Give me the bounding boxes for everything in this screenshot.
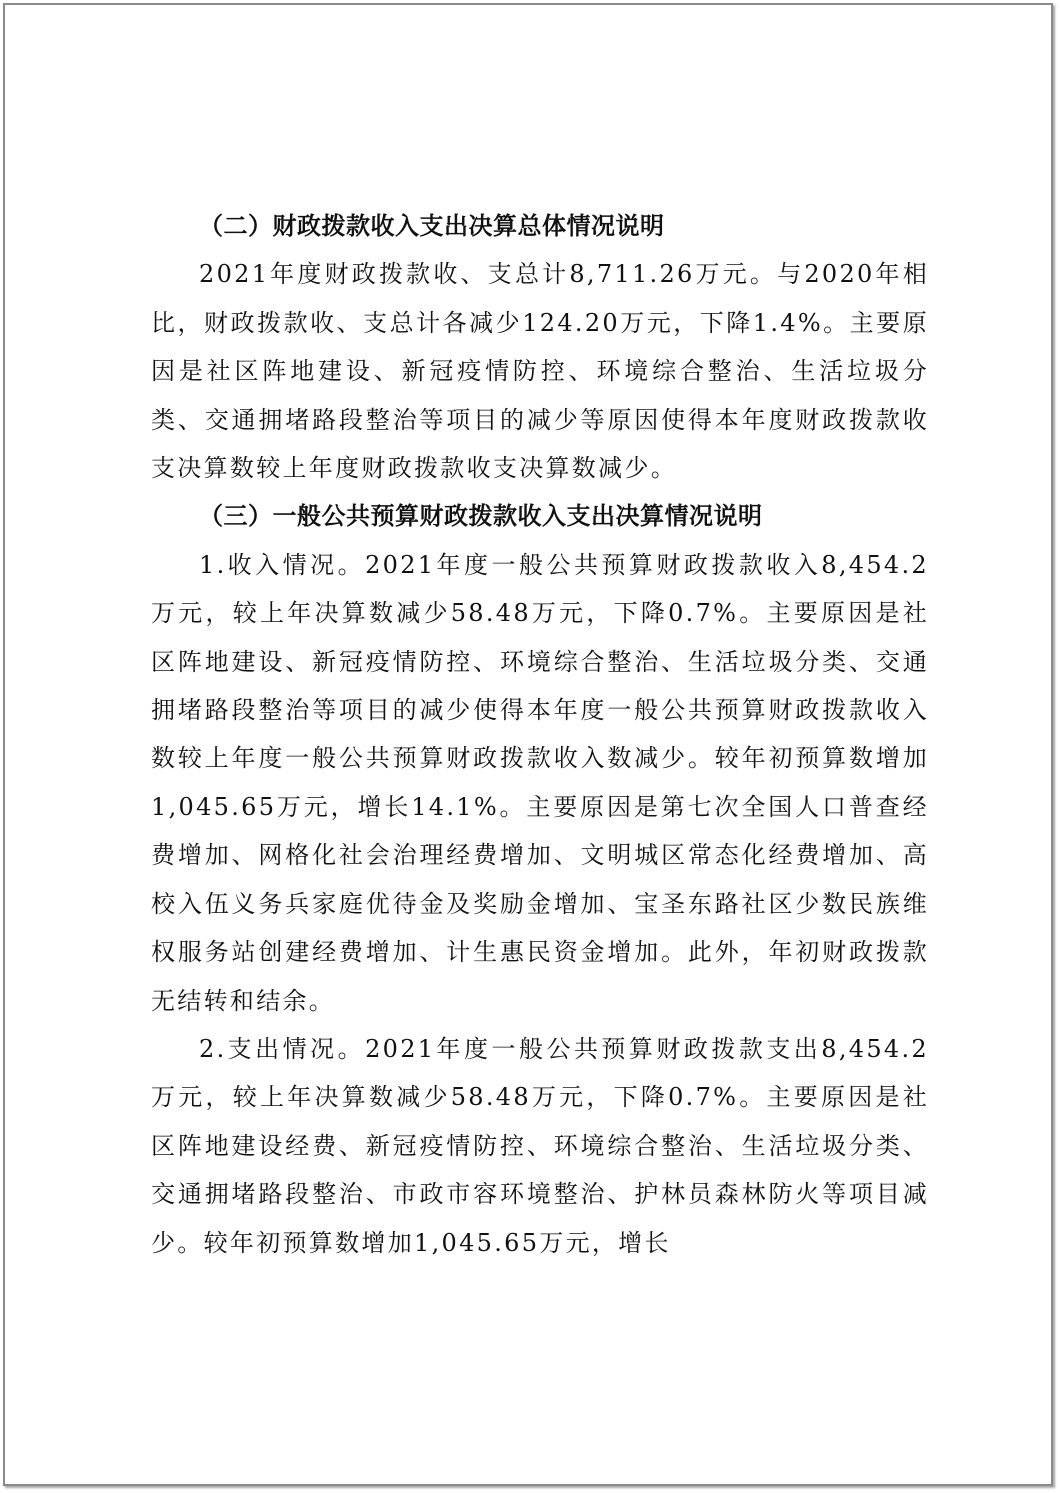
section-heading-2: （二）财政拨款收入支出决算总体情况说明 bbox=[199, 211, 665, 240]
document-body bbox=[151, 202, 929, 1267]
paragraph-income: 1.收入情况。2021年度一般公共预算财政拨款收入8,454.2万元，较上年决算数减少58.48万元，下降0.7%。主要原因是社区阵地建设、新冠疫情防控、环境综合整治、生活垃圾分类、交通拥堵路段整治等项目的减少使得本年度一般公共预算财政拨款收入数较上年度一般公共预算财政拨款收入数减少。较年初预算数增加1,045.65万元，增长14.1%。主要原因是第七次全国人口普查经费增加、网格化社会治理经费增加、文明城区常态化经费增加、高校入伍义务兵家庭优待金及奖励金增加、宝圣东路社区少数民族维权服务站创建经费增加、计生惠民资金增加。此外，年初财政拨款无结转和结余。 bbox=[151, 550, 929, 1015]
document-page bbox=[3, 3, 1053, 1486]
paragraph-expenditure: 2.支出情况。2021年度一般公共预算财政拨款支出8,454.2万元，较上年决算数减少58.48万元，下降0.7%。主要原因是社区阵地建设经费、新冠疫情防控、环境综合整治、生活垃圾分类、交通拥堵路段整治、市政市容环境整治、护林员森林防火等项目减少。较年初预算数增加1,045.65万元，增长 bbox=[151, 1034, 929, 1257]
paragraph-total-overview: 2021年度财政拨款收、支总计8,711.26万元。与2020年相比，财政拨款收、支总计各减少124.20万元，下降1.4%。主要原因是社区阵地建设、新冠疫情防控、环境综合整治、生活垃圾分类、交通拥堵路段整治等项目的减少等原因使得本年度财政拨款收支决算数较上年度财政拨款收支决算数减少。 bbox=[151, 260, 929, 483]
section-heading-3: （三）一般公共预算财政拨款收入支出决算情况说明 bbox=[199, 501, 763, 531]
